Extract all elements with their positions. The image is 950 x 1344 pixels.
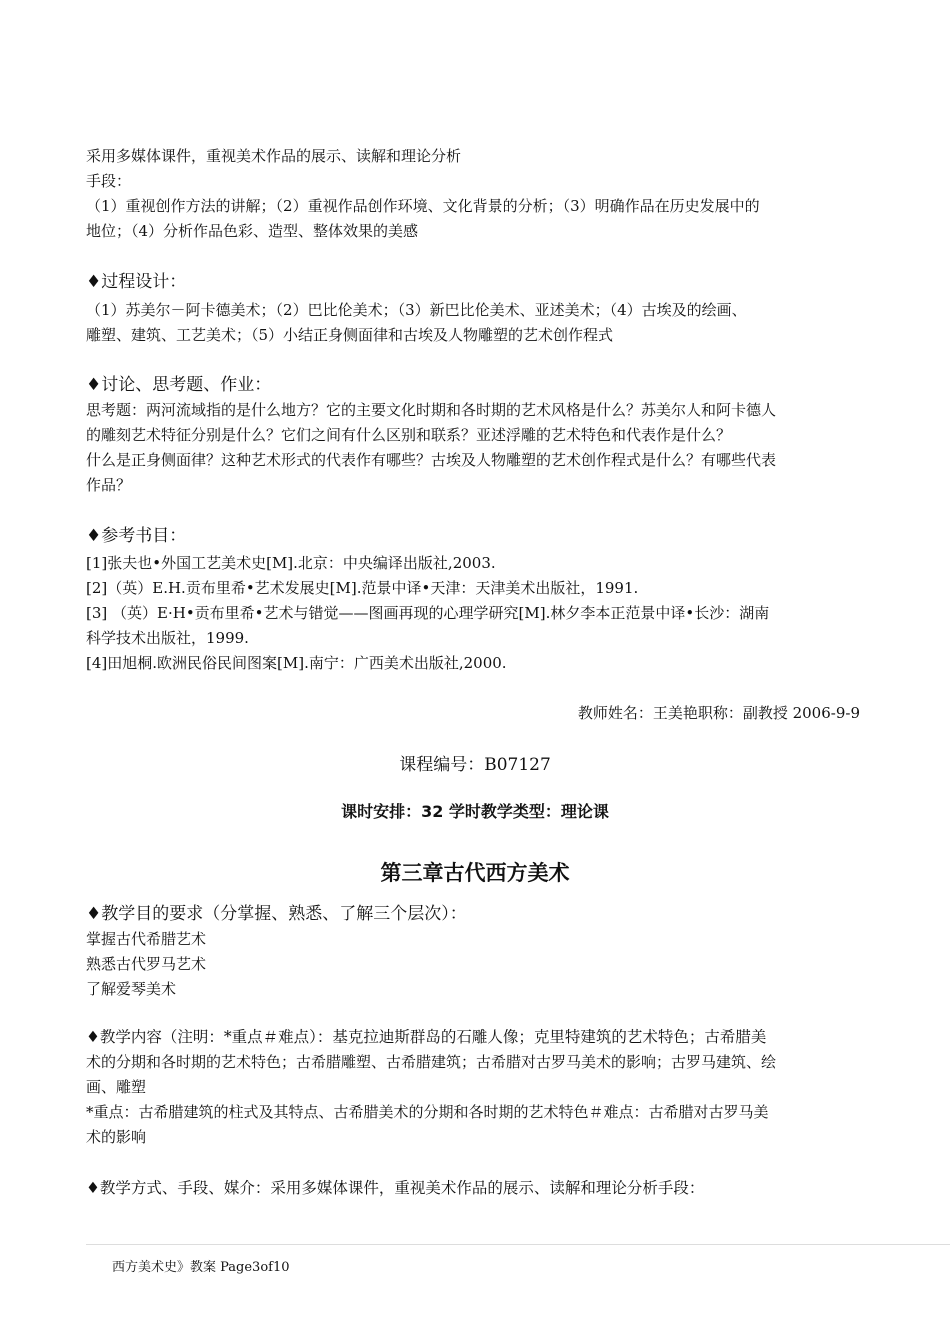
content-line-4: *重点：古希腊建筑的柱式及其特点、古希腊美术的分期和各时期的艺术特色＃难点：古希腊对古罗马美: [86, 1103, 769, 1121]
reference-3-continued: 科学技术出版社，1999.: [86, 629, 249, 647]
method-intro-line-2: 手段：: [86, 172, 132, 190]
content-heading: ♦教学内容（注明：*重点＃难点）：基克拉迪斯群岛的石雕人像；克里特建筑的艺术特色；古希腊美: [86, 1028, 767, 1046]
process-line-2: 雕塑、建筑、工艺美术；（5）小结正身侧面律和古埃及人物雕塑的艺术创作程式: [86, 326, 614, 344]
content-line-3: 画、雕塑: [86, 1078, 147, 1096]
content-line-2: 术的分期和各时期的艺术特色；古希腊雕塑、古希腊建筑；古希腊对古罗马美术的影响；古罗马建筑、绘: [86, 1053, 777, 1071]
goal-item-1: 掌握古代希腊艺术: [86, 930, 207, 948]
teacher-info: 教师姓名：王美艳职称：副教授 2006-9-9: [577, 704, 860, 722]
methods-line: ♦教学方式、手段、媒介：采用多媒体课件，重视美术作品的展示、读解和理论分析手段：: [86, 1179, 705, 1197]
reference-1: [1]张夫也•外国工艺美术史[M].北京：中央编译出版社,2003.: [86, 554, 496, 572]
goal-item-2: 熟悉古代罗马艺术: [86, 955, 207, 973]
chapter-title: 第三章古代西方美术: [380, 861, 570, 885]
discussion-line-4: 作品？: [86, 476, 132, 494]
course-schedule: 课时安排：32 学时教学类型：理论课: [341, 802, 609, 821]
footer-divider: [86, 1244, 950, 1245]
course-code: 课程编号：B07127: [399, 755, 551, 775]
reference-2: [2]（英）E.H.贡布里希•艺术发展史[M].范景中译•天津：天津美术出版社，1991.: [86, 579, 639, 597]
discussion-line-3: 什么是正身侧面律？这种艺术形式的代表作有哪些？古埃及人物雕塑的艺术创作程式是什么？有哪些代表: [86, 451, 777, 469]
method-intro-line-3: （1）重视创作方法的讲解；（2）重视作品创作环境、文化背景的分析；（3）明确作品在历史发展中的: [86, 197, 760, 215]
discussion-heading: ♦讨论、思考题、作业：: [86, 375, 272, 395]
discussion-line-1: 思考题：两河流域指的是什么地方？它的主要文化时期和各时期的艺术风格是什么？苏美尔人和阿卡德人: [86, 401, 777, 419]
content-line-5: 术的影响: [86, 1128, 147, 1146]
process-line-1: （1）苏美尔－阿卡德美术；（2）巴比伦美术；（3）新巴比伦美术、亚述美术；（4）古埃及的绘画、: [86, 301, 747, 319]
method-intro-line-1: 采用多媒体课件，重视美术作品的展示、读解和理论分析: [86, 147, 462, 165]
method-intro-line-4: 地位；（4）分析作品色彩、造型、整体效果的美感: [86, 222, 419, 240]
reference-4: [4]田旭桐.欧洲民俗民间图案[M].南宁：广西美术出版社,2000.: [86, 654, 507, 672]
page-footer: 西方美术史》教案 Page3of10: [112, 1260, 290, 1275]
goal-item-3: 了解爱琴美术: [86, 980, 177, 998]
reference-3: [3] （英）E·H•贡布里希•艺术与错觉——图画再现的心理学研究[M].林夕李本正范景中译•长沙：湖南: [86, 604, 770, 622]
discussion-line-2: 的雕刻艺术特征分别是什么？它们之间有什么区别和联系？亚述浮雕的艺术特色和代表作是什么？: [86, 426, 732, 444]
references-heading: ♦参考书目：: [86, 526, 187, 546]
process-heading: ♦过程设计：: [86, 272, 187, 292]
goals-heading: ♦教学目的要求（分掌握、熟悉、了解三个层次）：: [86, 904, 467, 924]
